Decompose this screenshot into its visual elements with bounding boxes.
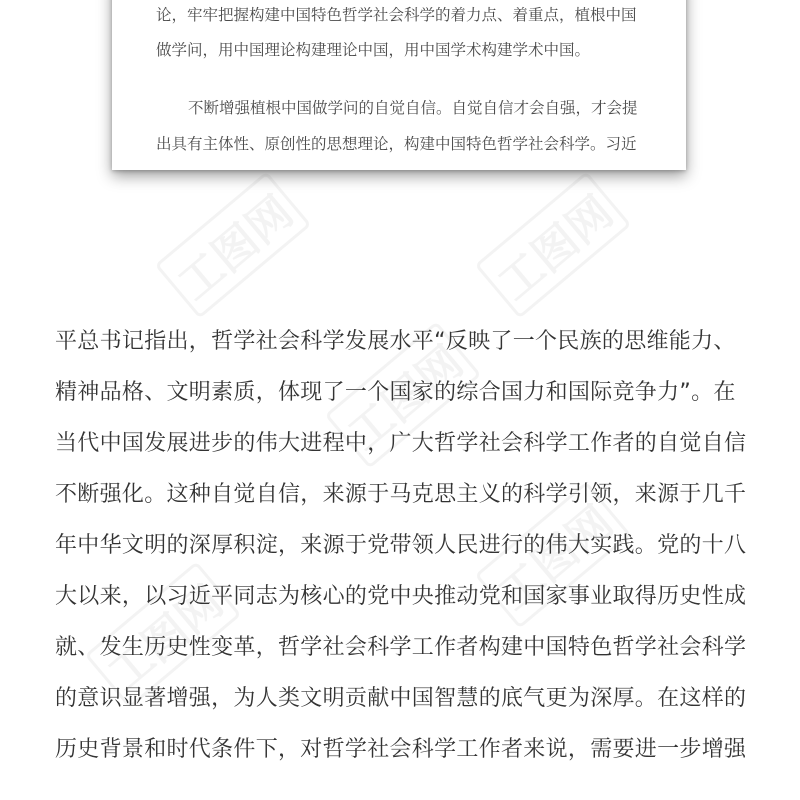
watermark — [475, 171, 632, 318]
card-line: 论，牢牢把握构建中国特色哲学社会科学的着力点、着重点，植根中国 — [156, 6, 637, 24]
body-line: 平总书记指出，哲学社会科学发展水平“反映了一个民族的思维能力、 — [55, 329, 736, 354]
watermark-text: 工图网 — [325, 321, 482, 468]
body-line: 大以来，以习近平同志为核心的党中央推动党和国家事业取得历史性成 — [55, 584, 747, 609]
watermark-text: 工图网 — [85, 561, 242, 708]
card-line: 出具有主体性、原创性的思想理论，构建中国特色哲学社会科学。习近 — [156, 135, 637, 153]
body-line: 的意识显著增强，为人类文明贡献中国智慧的底气更为深厚。在这样的 — [55, 686, 747, 711]
body-line: 精神品格、文明素质，体现了一个国家的综合国力和国际竞争力”。在 — [55, 380, 736, 405]
card-line: 做学问，用中国理论构建理论中国，用中国学术构建学术中国。 — [156, 41, 591, 59]
body-line: 历史背景和时代条件下，对哲学社会科学工作者来说，需要进一步增强 — [55, 737, 747, 762]
watermark — [155, 171, 312, 318]
card-line: 不断增强植根中国做学问的自觉自信。自觉自信才会自强，才会提 — [188, 99, 638, 117]
body-line: 当代中国发展进步的伟大进程中，广大哲学社会科学工作者的自觉自信 — [55, 431, 747, 456]
body-line: 不断强化。这种自觉自信，来源于马克思主义的科学引领，来源于几千 — [55, 482, 747, 507]
watermark-text: 工图网 — [475, 481, 632, 628]
article-body — [55, 325, 755, 784]
body-line: 年中华文明的深厚积淀，来源于党带领人民进行的伟大实践。党的十八 — [55, 533, 747, 558]
body-line: 就、发生历史性变革，哲学社会科学工作者构建中国特色哲学社会科学 — [55, 635, 747, 660]
watermark-text: 工图网 — [475, 171, 632, 318]
excerpt-card — [112, 0, 686, 170]
watermark-text: 工图网 — [155, 171, 312, 318]
